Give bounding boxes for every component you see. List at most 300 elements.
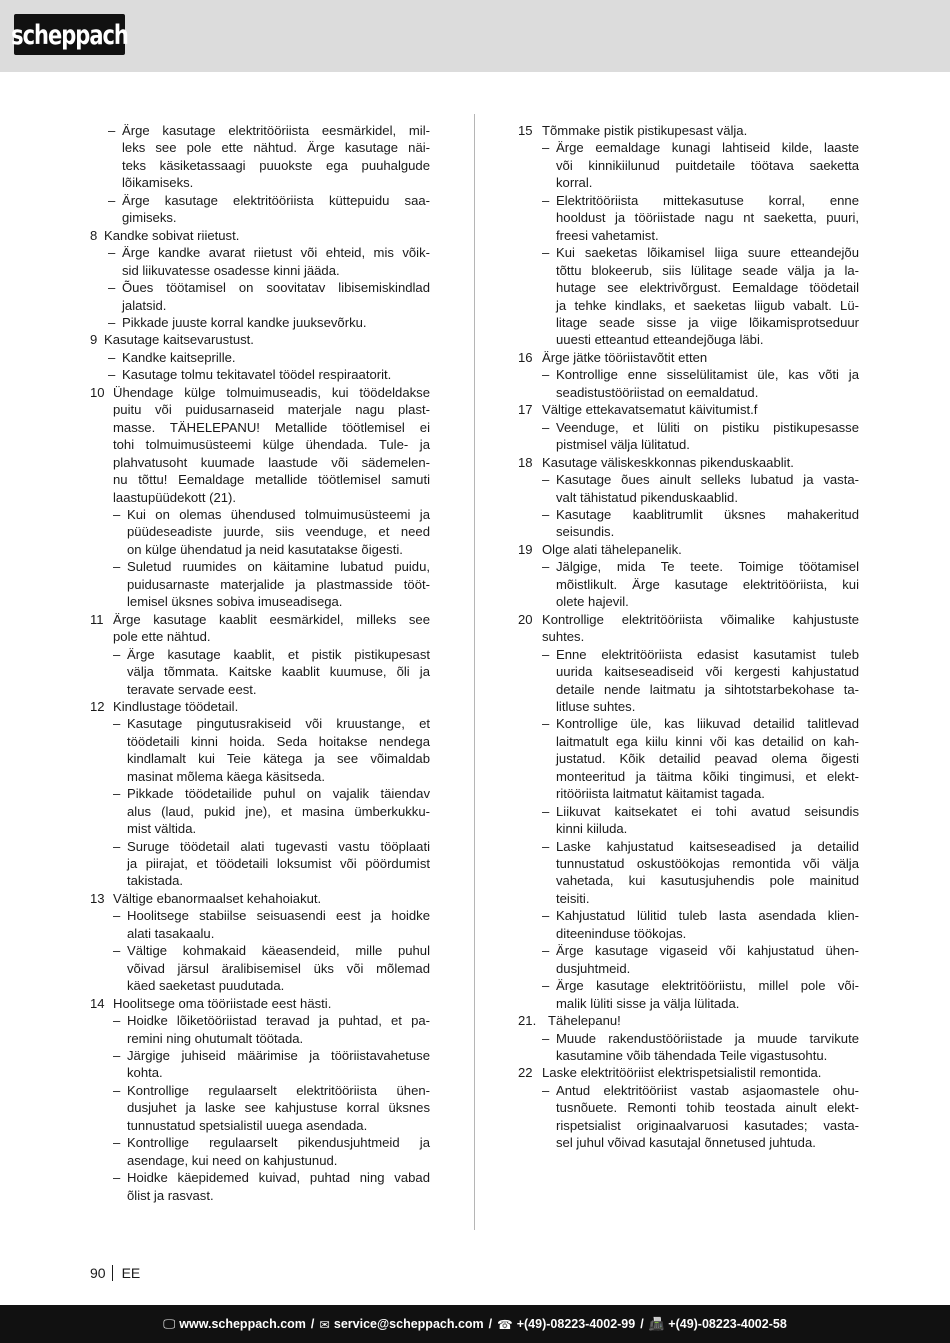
text-line [90,471,430,488]
bullet-dash: – [542,419,550,435]
line-text: Liikuvat kaitsekatet ei tohi avatud seisundis [556,803,859,819]
text-line [90,541,430,558]
text-line [90,1152,430,1169]
text-line [518,872,859,889]
text-line [518,157,859,174]
text-line [90,733,430,750]
item-number: 21. [518,1013,537,1029]
text-line [90,1047,430,1064]
text-line [90,611,430,628]
line-text: jalatsid. [122,297,167,313]
line-text: alati tasakaalu. [127,925,215,941]
line-text: sid liikuvatesse osadesse kinni jääda. [122,262,340,278]
text-line [90,995,430,1012]
line-text: masinat mõlema käega käsitseda. [127,768,325,784]
text-line [518,1099,859,1116]
line-text: Laske elektritööriist elektrispetsialistil remontida. [542,1065,822,1081]
text-line [518,698,859,715]
footer-bar [0,1305,950,1343]
bullet-dash: – [108,314,116,330]
text-line [90,855,430,872]
item-number: 15 [518,123,533,138]
fax-icon: 📠 [648,1316,665,1331]
text-line [518,506,859,523]
line-text: või kinnikiilunud puitdetaile töötava saeketta [556,157,859,173]
line-text: Kontrollige regulaarselt elektritööriista ühen- [127,1082,430,1098]
text-line [518,820,859,837]
bullet-dash: – [542,1082,550,1098]
line-text: tunnustatud oskustöökojas remontida või välja [556,856,859,872]
text-line [90,192,430,209]
line-text: Tähelepanu! [548,1013,621,1029]
line-text: masse. TÄHELEPANU! Metallide töötlemisel ei [113,419,430,435]
text-line [90,314,430,331]
line-text: tusnõuete. Remonti tohib teostada ainult elekt- [556,1100,859,1116]
text-line [518,244,859,261]
line-text: mõistlikult. Ärge kasutage elektritööriista, kui [556,576,859,592]
line-text: käed saeketast puudutada. [127,978,285,994]
footer-email[interactable]: service@scheppach.com [333,1317,484,1331]
text-line [518,192,859,209]
line-text: tohi tolmuimusüsteemi külge ühendada. Tule- ja [113,437,430,453]
text-line [518,750,859,767]
text-line [518,1117,859,1134]
bullet-dash: – [542,472,550,488]
line-text: Ärge kasutage kaablit eesmärkidel, milleks see [113,611,430,627]
line-text: olete hajevil. [556,594,629,610]
text-line [518,122,859,139]
line-text: teks käsiketassaagi puuokste ega puuhalgude [122,157,430,173]
text-line [518,1012,859,1029]
line-text: Laske kahjustatud kaitseseadised ja detailid [556,838,859,854]
line-text: Tõmmake pistik pistikupesast välja. [542,123,748,138]
bullet-dash: – [113,646,121,662]
text-line [518,279,859,296]
text-line [518,174,859,191]
bullet-dash: – [108,280,116,296]
text-line [518,471,859,488]
bullet-dash: – [542,192,550,208]
text-line [518,838,859,855]
line-text: teravate servade eest. [127,681,257,697]
text-line [90,174,430,191]
bullet-dash: – [542,506,550,522]
text-line [90,139,430,156]
right-text-column [518,122,859,1152]
line-text: lõikamiseks. [122,175,194,191]
line-text: Enne elektritööriista edasist kasutamist tuleb [556,646,859,662]
line-text: Kontrollige üle, kas liikuvad detailid talitlevad [556,716,859,732]
text-line [518,436,859,453]
line-text: puidusarnaste materjalide ja plastmasside tööt- [127,576,430,592]
item-number: 8 [90,227,98,243]
text-line [518,907,859,924]
line-text: Vältige kohmakaid käeasendeid, mille puhul [127,943,430,959]
line-text: dusjuhet ja laske see kahjustuse korral üksnes [127,1100,430,1116]
line-text: Antud elektritööriist vastab asjaomastele ohu- [556,1082,859,1098]
text-line [518,890,859,907]
item-number: 16 [518,349,533,365]
text-line [90,646,430,663]
line-text: remini ning ohutumalt töötada. [127,1030,304,1046]
line-text: asendage, kui need on kahjustunud. [127,1152,338,1168]
bullet-dash: – [108,123,116,138]
line-text: kasutamine võib tähendada Teile vigastusohtu. [556,1048,828,1064]
line-text: leks see pole ette nähtud. Ärge kasutage näi- [122,140,430,156]
line-text: tõttu blokeerub, siis lülitage seade välja ja la- [556,262,859,278]
bullet-dash: – [542,978,550,994]
text-line [90,489,430,506]
line-text: Kui saeketas lõikamisel liiga suure etteandejõu [556,245,859,261]
text-line [518,262,859,279]
line-text: Kontrollige regulaarselt pikendusjuhtmeid ja [127,1135,430,1151]
line-text: Muude rakendustööriistade ja muude tarvikute [556,1030,859,1046]
text-line [518,1082,859,1099]
bullet-dash: – [108,349,116,365]
computer-icon: 🖵 [163,1316,176,1331]
text-line [90,1187,430,1204]
text-line [518,139,859,156]
text-line [518,419,859,436]
bullet-dash: – [108,192,116,208]
column-divider [474,114,475,1230]
text-line [518,349,859,366]
bullet-dash: – [113,1170,121,1186]
header-band [0,0,950,72]
line-text: rispetsialist originaalvaruosi kasutades; vasta- [556,1117,859,1133]
bullet-dash: – [108,367,116,383]
text-line [518,593,859,610]
text-line [518,995,859,1012]
line-text: Järgige juhiseid määrimise ja tööriistavahetuse [127,1048,430,1064]
bullet-dash: – [542,716,550,732]
line-text: Hoolitsege oma tööriistade eest hästi. [113,995,332,1011]
item-number: 13 [90,890,105,906]
text-line [90,244,430,261]
line-text: välja tõmmata. Kaitske kaablit kuumuse, õli ja [127,664,430,680]
text-line [518,401,859,418]
text-line [90,803,430,820]
bullet-dash: – [113,838,121,854]
line-text: dusjuhtmeid. [556,960,631,976]
footer-separator: / [310,1317,315,1331]
item-number: 20 [518,611,533,627]
text-line [518,768,859,785]
line-text: Kasutage õues ainult selleks lubatud ja vasta- [556,472,859,488]
page-number-block [90,1265,140,1281]
line-text: puitu või puidusarnaseid materjale nagu plast- [113,402,430,418]
line-text: seisundis. [556,524,615,540]
footer-separator: / [640,1317,644,1331]
line-text: Kasutage pingutusrakiseid või kruustange, et [127,716,430,732]
bullet-dash: – [542,1030,550,1046]
line-text: Kandke sobivat riietust. [104,227,240,243]
line-text: Ärge kasutage vigaseid või kahjustatud ühen- [556,943,859,959]
line-text: mist vältida. [127,821,197,837]
bullet-dash: – [542,559,550,575]
text-line [90,663,430,680]
bullet-dash: – [542,943,550,959]
line-text: kohta. [127,1065,163,1081]
text-line [90,698,430,715]
text-line [518,628,859,645]
text-line [518,1064,859,1081]
line-text: Õues töötamisel on soovitatav libisemiskindlad [122,280,430,296]
text-line [518,681,859,698]
text-line [518,925,859,942]
line-text: valt tähistatud pikenduskaablid. [556,489,738,505]
bullet-dash: – [542,838,550,854]
text-line [90,401,430,418]
text-line [90,297,430,314]
line-text: töödetaili kinni hoida. Seda hoitakse nendega [127,733,430,749]
line-text: Ärge kandke avarat riietust või ehteid, mis võik- [122,245,430,261]
line-text: Ärge kasutage elektritööriistu, millel pole või- [556,978,859,994]
line-text: laastupüüdekott (21). [113,489,237,505]
line-text: Ärge kasutage elektritööriista eesmärkidel, mil- [122,123,430,138]
item-number: 10 [90,384,105,400]
footer-web[interactable]: www.scheppach.com [179,1317,306,1331]
line-text: Hoidke käepidemed kuivad, puhtad ning vabad [127,1170,430,1186]
line-text: Pikkade juuste korral kandke juuksevõrku. [122,314,367,330]
bullet-dash: – [542,803,550,819]
bullet-dash: – [113,716,121,732]
left-text-column [90,122,430,1204]
bullet-dash: – [542,245,550,261]
line-text: hutage see elektrivõrgust. Eemaldage töödetail [556,280,859,296]
brand-logo [11,14,128,55]
line-text: kinni kiiluda. [556,821,628,837]
text-line [518,331,859,348]
text-line [518,663,859,680]
text-line [518,611,859,628]
phone-icon: ☎ [497,1317,513,1332]
line-text: takistada. [127,873,184,889]
text-line [90,750,430,767]
text-line [90,227,430,244]
text-line [518,297,859,314]
line-text: Suletud ruumides on käitamine lubatud puidu, [127,559,430,575]
line-text: Ühendage külge tolmuimuseadis, kui töödeldakse [113,384,430,400]
line-text: Kasutage kaablitrumlit üksnes mahakeritud [556,506,859,522]
line-text: on külge ühendatud ja neid kasutatakse õigesti. [127,541,403,557]
line-text: Veenduge, et lüliti on pistiku pistikupesasse [556,419,859,435]
text-line [518,646,859,663]
bullet-dash: – [108,245,116,261]
line-text: Hoidke lõiketööriistad teravad ja puhtad, et pa- [127,1013,430,1029]
text-line [90,872,430,889]
text-line [518,803,859,820]
text-line [90,454,430,471]
line-text: Ärge kasutage kaablit, et pistik pistikupesast [127,646,430,662]
bullet-dash: – [542,646,550,662]
line-text: freesi vahetamist. [556,227,659,243]
text-line [90,1012,430,1029]
line-text: malik lüliti sisse ja välja lülitada. [556,995,740,1011]
text-line [90,628,430,645]
line-text: diteeninduse töökojas. [556,925,687,941]
line-text: Elektritööriista mittekasutuse korral, enne [556,192,859,208]
text-line [90,1134,430,1151]
line-text: Kahjustatud lülitid tuleb lasta asendada klien- [556,908,859,924]
footer-separator: / [488,1317,493,1331]
bullet-dash: – [113,786,121,802]
line-text: Kasutage tolmu tekitavatel töödel respiraatorit. [122,367,392,383]
line-text: Ärge kasutage elektritööriista küttepuidu saa- [122,192,430,208]
line-text: vahetada, kui kasutusjuhendis pole mainitud [556,873,859,889]
line-text: Kasutage kaitsevarustust. [104,332,254,348]
item-number: 12 [90,698,105,714]
line-text: suhtes. [542,629,585,645]
text-line [90,715,430,732]
text-line [518,1047,859,1064]
line-text: Kontrollige elektritööriista võimalike kahjustuste [542,611,859,627]
line-text: uuesti etteantud etteandejõuga läbi. [556,332,764,348]
text-line [518,977,859,994]
line-text: tunnustatud spetsialistil uuega asendada. [127,1117,368,1133]
text-line [90,977,430,994]
line-text: litage seade sisse ja viige lõikamisprotseduur [556,314,859,330]
page-number-divider [112,1265,113,1281]
text-line [518,960,859,977]
item-number: 9 [90,332,98,348]
footer-fax: +(49)-08223-4002-58 [668,1317,787,1331]
text-line [90,820,430,837]
line-text: Suruge töödetail alati tugevasti vastu tööplaati [127,838,430,854]
bullet-dash: – [113,506,121,522]
line-text: Olge alati tähelepanelik. [542,541,682,557]
line-text: sel juhul võivad kasutajal õnnetused juhtuda. [556,1135,816,1151]
item-number: 17 [518,402,533,418]
text-line [90,1064,430,1081]
text-line [90,1099,430,1116]
text-line [518,384,859,401]
line-text: Vältige ebanormaalset kehahoiakut. [113,890,322,906]
line-text: uurida kaitseseadiseid või kergesti kahjustatud [556,664,859,680]
bullet-dash: – [113,908,121,924]
line-text: korral. [556,175,593,191]
line-text: Jälgige, mida Te teete. Toimige töötamisel [556,559,859,575]
text-line [518,558,859,575]
text-line [90,593,430,610]
text-line [518,1134,859,1151]
text-line [90,157,430,174]
text-line [518,942,859,959]
text-line [518,227,859,244]
text-line [90,576,430,593]
text-line [90,785,430,802]
line-text: laitmatult ega kiilu kinni või kas detailid on kah- [556,733,859,749]
line-text: võivad järsul äralibisemisel üks või mõlemad [127,960,430,976]
page-language: EE [121,1265,141,1281]
line-text: plahvatusoht kuumade laastude või sädemelen- [113,454,430,470]
text-line [90,279,430,296]
text-line [518,1030,859,1047]
text-line [90,384,430,401]
line-text: Kandke kaitseprille. [122,349,236,365]
line-text: Hoolitsege stabiilse seisuasendi eest ja hoidke [127,908,430,924]
text-line [90,768,430,785]
text-line [90,890,430,907]
text-line [90,122,430,139]
line-text: Ärge jätke tööriistavõtit etten [542,349,708,365]
line-text: pistmisel välja lülitatud. [556,437,690,453]
bullet-dash: – [542,908,550,924]
line-text: Kontrollige enne sisselülitamist üle, kas võti ja [556,367,859,383]
line-text: nu tõttu! Eemaldage metallide töötlemisel samuti [113,472,430,488]
text-line [90,262,430,279]
bullet-dash: – [113,1135,121,1151]
item-number: 11 [90,611,104,627]
brand-logo-text: scheppach [11,19,128,50]
bullet-dash: – [542,140,550,156]
line-text: ja tehke kindlaks, et saeketas liigub vabalt. Lü- [556,297,859,313]
text-line [90,506,430,523]
text-line [518,576,859,593]
text-line [90,366,430,383]
text-line [90,1082,430,1099]
text-line [518,855,859,872]
line-text: litluse suhtes. [556,698,636,714]
item-number: 18 [518,454,533,470]
email-icon: ✉ [319,1317,330,1332]
line-text: Kasutage väliskeskkonnas pikenduskaablit. [542,454,794,470]
text-line [518,785,859,802]
text-line [518,733,859,750]
item-number: 19 [518,541,533,557]
line-text: kindlamalt kui Teie kätega ja see võimaldab [127,751,430,767]
page-number: 90 [90,1265,106,1281]
text-line [90,1117,430,1134]
line-text: ja piirajat, et töödetaili loksumist või pöördumist [127,856,430,872]
bullet-dash: – [113,1048,121,1064]
line-text: seadistustööriistad on eemaldatud. [556,384,759,400]
text-line [90,942,430,959]
text-line [90,925,430,942]
text-line [518,489,859,506]
text-line [518,314,859,331]
bullet-dash: – [113,943,121,959]
text-line [90,838,430,855]
text-line [518,209,859,226]
line-text: ritööriista laitmatut käitamist tagada. [556,786,765,802]
line-text: justatud. Kõik detailid peavad olema õigesti [556,751,859,767]
text-line [90,419,430,436]
text-line [518,366,859,383]
text-line [518,541,859,558]
text-line [90,960,430,977]
text-line [90,331,430,348]
bullet-dash: – [542,367,550,383]
line-text: Kui on olemas ühendused tolmuimusüsteemi ja [127,506,430,522]
line-text: õlist ja rasvast. [127,1187,214,1203]
text-line [90,1030,430,1047]
line-text: detaile nende laitmatu ja sihtotstarbekohase ta- [556,681,859,697]
text-line [518,523,859,540]
item-number: 14 [90,995,105,1011]
line-text: gimiseks. [122,210,177,226]
line-text: Kindlustage töödetail. [113,698,239,714]
line-text: alus (laud, pukid jne), et masina ümberkukku- [127,803,430,819]
line-text: monteeritud ja täitma kõiki tingimusi, et elekt- [556,768,859,784]
text-line [90,681,430,698]
line-text: teisiti. [556,890,590,906]
line-text: Vältige ettekavatsematut käivitumist.f [542,402,758,418]
item-number: 22 [518,1065,533,1081]
text-line [90,1169,430,1186]
line-text: hooldust ja tööriistade nagu nt saeketta, puuri, [556,210,859,226]
text-line [518,454,859,471]
